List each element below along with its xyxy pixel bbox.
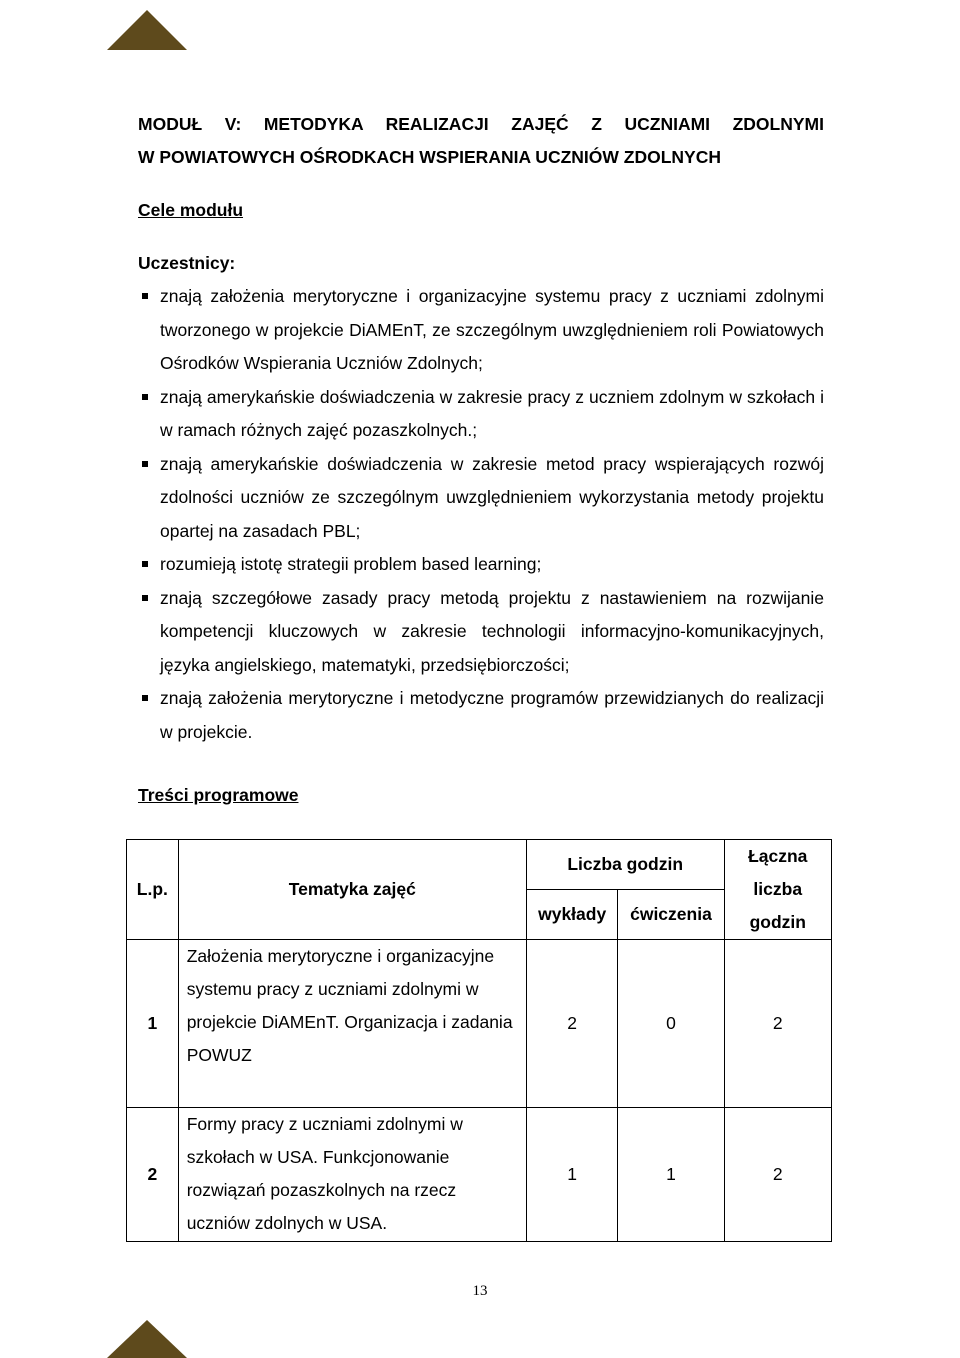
row-exercises: 0	[618, 940, 724, 1108]
row-total: 2	[724, 1108, 832, 1242]
participants-heading: Uczestnicy:	[138, 253, 236, 273]
goals-heading: Cele modułu	[138, 200, 244, 220]
row-lectures: 1	[526, 1108, 617, 1242]
goal-item: znają założenia merytoryczne i organizacyjne systemu pracy z uczniami zdolnymi tworzonego w projekcie DiAMEnT, ze szczególnym uwzględnieniem roli Powiatowych Ośrodków Wspierania Uczniów Zdolnych;	[138, 280, 824, 381]
row-lectures: 2	[526, 940, 617, 1108]
bottom-decoration-triangle	[107, 1320, 187, 1358]
header-lectures: wykłady	[526, 890, 617, 940]
header-lp: L.p.	[127, 840, 179, 940]
header-hours-group: Liczba godzin	[526, 840, 724, 890]
goals-list	[138, 280, 824, 749]
row-lp: 1	[127, 940, 179, 1108]
module-title-line1: MODUŁ V: METODYKA REALIZACJI ZAJĘĆ Z UCZNIAMI ZDOLNYMI	[138, 114, 824, 134]
page-content	[138, 108, 824, 812]
program-table	[126, 839, 832, 1242]
page-number: 13	[472, 1283, 488, 1299]
row-topic: Założenia merytoryczne i organizacyjne systemu pracy z uczniami zdolnymi w projekcie DiAMEnT. Organizacja i zadania POWUZ	[178, 940, 526, 1108]
goal-item: znają amerykańskie doświadczenia w zakresie metod pracy wspierających rozwój zdolności uczniów ze szczególnym uwzględnieniem wykorzystania metody projektu opartej na zasadach PBL;	[138, 448, 824, 549]
module-title-line2: W POWIATOWYCH OŚRODKACH WSPIERANIA UCZNIÓW ZDOLNYCH	[138, 147, 721, 167]
header-topic: Tematyka zajęć	[178, 840, 526, 940]
top-decoration-triangle	[107, 10, 187, 50]
header-exercises: ćwiczenia	[618, 890, 724, 940]
table-row	[127, 1108, 832, 1242]
goal-item: znają amerykańskie doświadczenia w zakresie pracy z uczniem zdolnym w szkołach i w ramach różnych zajęć pozaszkolnych.;	[138, 381, 824, 448]
module-title	[138, 108, 824, 174]
row-topic: Formy pracy z uczniami zdolnymi w szkołach w USA. Funkcjonowanie rozwiązań pozaszkolnych na rzecz uczniów zdolnych w USA.	[178, 1108, 526, 1242]
row-lp: 2	[127, 1108, 179, 1242]
goal-item: rozumieją istotę strategii problem based learning;	[138, 548, 824, 582]
row-exercises: 1	[618, 1108, 724, 1242]
table-row	[127, 940, 832, 1108]
goal-item: znają szczegółowe zasady pracy metodą projektu z nastawieniem na rozwijanie kompetencji kluczowych w zakresie technologii informacyjno-komunikacyjnych, języka angielskiego, matematyki, przedsiębiorczości;	[138, 582, 824, 683]
header-total: Łączna liczba godzin	[724, 840, 832, 940]
program-heading: Treści programowe	[138, 785, 299, 805]
row-total: 2	[724, 940, 832, 1108]
goal-item: znają założenia merytoryczne i metodyczne programów przewidzianych do realizacji w projekcie.	[138, 682, 824, 749]
